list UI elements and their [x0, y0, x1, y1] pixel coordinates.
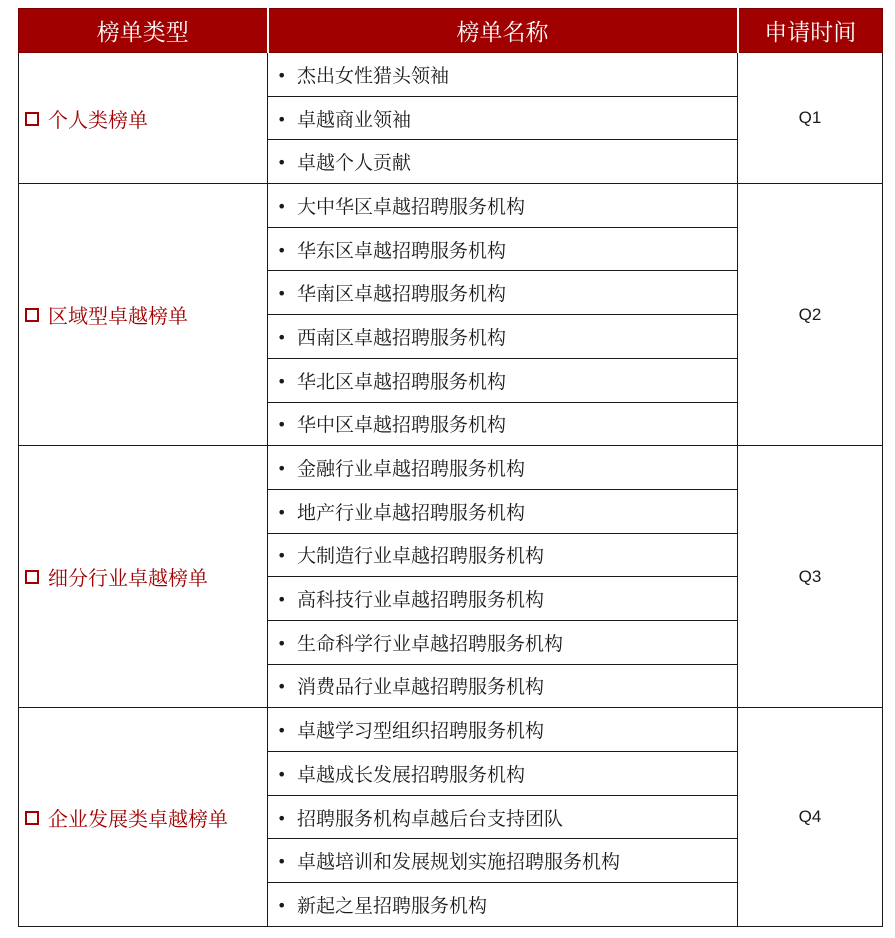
header-name: 榜单名称: [268, 9, 738, 53]
bullet-icon: •: [277, 371, 287, 391]
bullet-icon: •: [277, 153, 287, 173]
ranking-name-cell: [268, 577, 738, 621]
application-time-cell: Q2: [738, 184, 883, 446]
ranking-name: 华北区卓越招聘服务机构: [297, 370, 507, 393]
ranking-name-cell: [268, 620, 738, 664]
ranking-name-cell: [268, 184, 738, 228]
ranking-name-cell: [268, 227, 738, 271]
bullet-icon: •: [277, 808, 287, 828]
ranking-name: 大中华区卓越招聘服务机构: [297, 195, 526, 218]
bullet-icon: •: [277, 196, 287, 216]
ranking-name-cell: [268, 795, 738, 839]
bullet-icon: •: [277, 65, 287, 85]
category-cell: [19, 184, 268, 446]
ranking-name: 杰出女性猎头领袖: [297, 64, 450, 87]
bullet-icon: •: [277, 852, 287, 872]
bullet-icon: •: [277, 327, 287, 347]
application-time-cell: Q3: [738, 446, 883, 708]
header-time: 申请时间: [738, 9, 883, 53]
bullet-icon: •: [277, 590, 287, 610]
checkbox-square-icon: [25, 570, 39, 584]
bullet-icon: •: [277, 633, 287, 653]
checkbox-square-icon: [25, 308, 39, 322]
table-row: [19, 446, 883, 490]
ranking-name: 卓越商业领袖: [297, 108, 412, 131]
bullet-icon: •: [277, 764, 287, 784]
ranking-name: 新起之星招聘服务机构: [297, 894, 488, 917]
table-row: [19, 184, 883, 228]
ranking-name: 高科技行业卓越招聘服务机构: [297, 589, 545, 612]
category-label: 个人类榜单: [48, 107, 148, 132]
bullet-icon: •: [277, 109, 287, 129]
bullet-icon: •: [277, 546, 287, 566]
ranking-name: 卓越个人贡献: [297, 152, 412, 175]
table-row: [19, 53, 883, 97]
category-cell: [19, 446, 268, 708]
ranking-name-cell: [268, 883, 738, 927]
ranking-name-cell: [268, 533, 738, 577]
ranking-name: 地产行业卓越招聘服务机构: [297, 501, 526, 524]
category-cell: [19, 53, 268, 184]
ranking-name-cell: [268, 708, 738, 752]
ranking-name-cell: [268, 315, 738, 359]
ranking-name-cell: [268, 446, 738, 490]
ranking-name: 生命科学行业卓越招聘服务机构: [297, 632, 564, 655]
category-label: 企业发展类卓越榜单: [48, 806, 228, 831]
ranking-name-cell: [268, 489, 738, 533]
table-body: [19, 53, 883, 927]
ranking-name: 卓越学习型组织招聘服务机构: [297, 720, 545, 743]
ranking-name-cell: [268, 752, 738, 796]
ranking-name: 金融行业卓越招聘服务机构: [297, 458, 526, 481]
ranking-name: 卓越成长发展招聘服务机构: [297, 763, 526, 786]
ranking-name: 华南区卓越招聘服务机构: [297, 283, 507, 306]
table-row: [19, 708, 883, 752]
ranking-name: 华东区卓越招聘服务机构: [297, 239, 507, 262]
category-cell: [19, 708, 268, 926]
ranking-name-cell: [268, 664, 738, 708]
header-type: 榜单类型: [19, 9, 268, 53]
bullet-icon: •: [277, 284, 287, 304]
ranking-name: 华中区卓越招聘服务机构: [297, 414, 507, 437]
category-label: 区域型卓越榜单: [48, 304, 188, 329]
ranking-name-cell: [268, 53, 738, 97]
ranking-name-cell: [268, 402, 738, 446]
checkbox-square-icon: [25, 811, 39, 825]
header-row: [19, 9, 883, 53]
bullet-icon: •: [277, 459, 287, 479]
application-time-cell: Q1: [738, 53, 883, 184]
ranking-name-cell: [268, 358, 738, 402]
checkbox-square-icon: [25, 112, 39, 126]
bullet-icon: •: [277, 502, 287, 522]
ranking-name: 西南区卓越招聘服务机构: [297, 326, 507, 349]
application-time-cell: Q4: [738, 708, 883, 926]
ranking-name-cell: [268, 271, 738, 315]
ranking-table: [18, 8, 883, 927]
ranking-name-cell: [268, 839, 738, 883]
ranking-name: 卓越培训和发展规划实施招聘服务机构: [297, 851, 621, 874]
ranking-name: 消费品行业卓越招聘服务机构: [297, 676, 545, 699]
ranking-name-cell: [268, 140, 738, 184]
bullet-icon: •: [277, 895, 287, 915]
ranking-name: 大制造行业卓越招聘服务机构: [297, 545, 545, 568]
category-label: 细分行业卓越榜单: [48, 566, 208, 591]
bullet-icon: •: [277, 677, 287, 697]
bullet-icon: •: [277, 415, 287, 435]
ranking-name-cell: [268, 96, 738, 140]
bullet-icon: •: [277, 240, 287, 260]
ranking-name: 招聘服务机构卓越后台支持团队: [297, 807, 564, 830]
bullet-icon: •: [277, 721, 287, 741]
